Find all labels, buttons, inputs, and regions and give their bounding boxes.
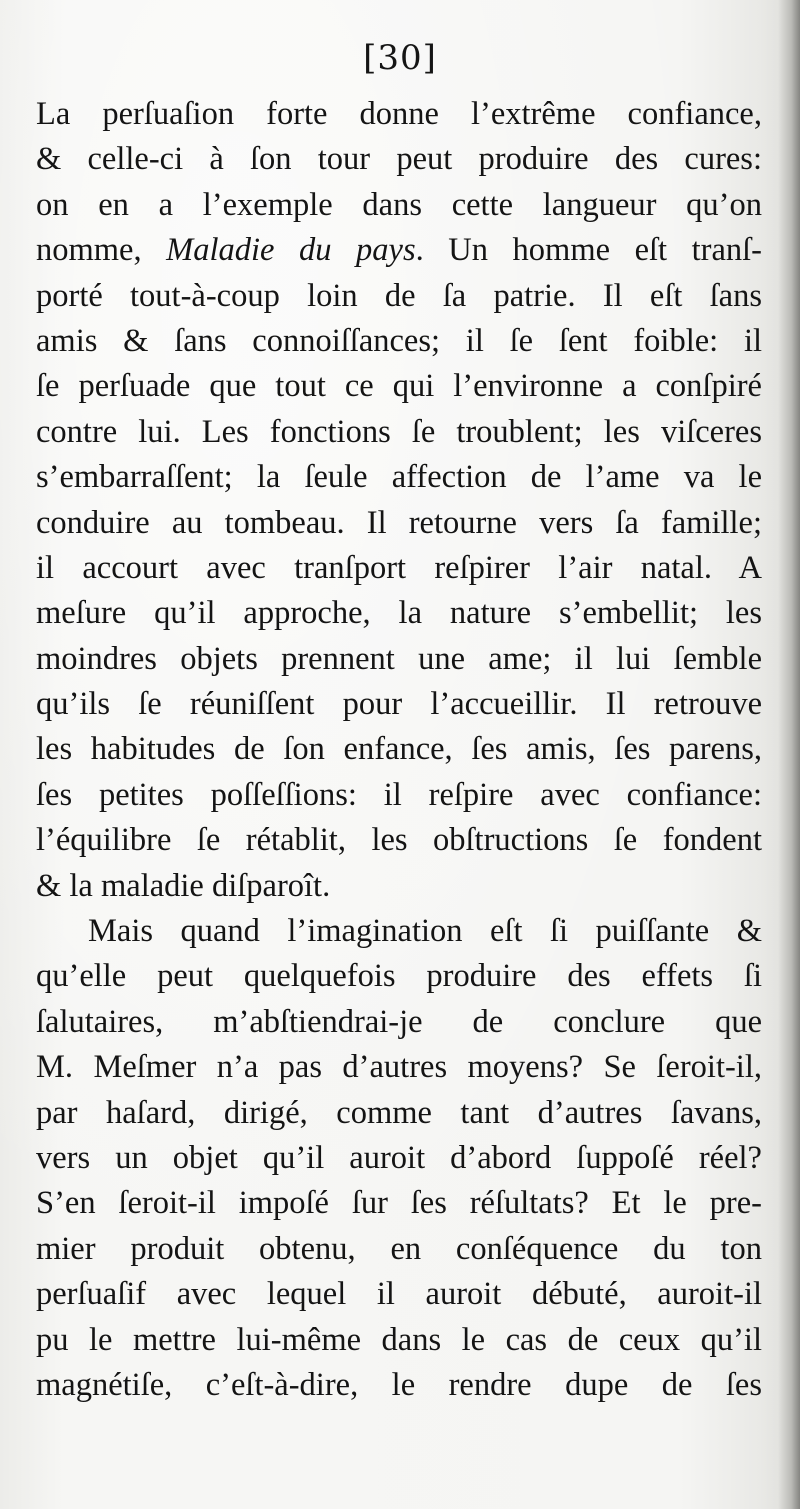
text-line [36, 1272, 762, 1317]
text-line [36, 1045, 762, 1090]
text-run: ſalutaires, m’abſtiendrai-je de conclure que [36, 1003, 762, 1040]
text-line [36, 410, 762, 455]
text-run: M. Meſmer n’a pas d’autres moyens? Se ſeroit-il, [36, 1049, 762, 1086]
text-run: s’embarraſſent; la ſeule affection de l’ame va le [36, 459, 762, 496]
text-run: meſure qu’il approche, la nature s’embellit; les [36, 595, 762, 632]
page-gutter-shadow [778, 0, 800, 1509]
text-run: on en a l’exemple dans cette langueur qu’on [36, 186, 762, 223]
text-run: l’équilibre ſe rétablit, les obſtructions ſe fondent [36, 822, 762, 859]
text-line [36, 682, 762, 727]
text-run: moindres objets prennent une ame; il lui ſemble [36, 640, 762, 677]
text-run: magnétiſe, c’eſt-à-dire, le rendre dupe de ſes [36, 1366, 762, 1403]
text-run: . Un homme eſt tranſ- [415, 232, 762, 269]
text-run: qu’ils ſe réuniſſent pour l’accueillir. Il retrouve [36, 686, 762, 723]
text-line [36, 1000, 762, 1045]
text-line [36, 1227, 762, 1272]
text-line [36, 546, 762, 591]
text-run: contre lui. Les fonctions ſe troublent; les viſceres [36, 413, 762, 450]
text-run: il accourt avec tranſport reſpirer l’air natal. A [36, 549, 762, 586]
page-number: [30] [363, 38, 437, 78]
text-line [36, 364, 762, 409]
text-line [36, 319, 762, 364]
text-line [36, 1181, 762, 1226]
body-text [36, 92, 762, 1408]
text-run: les habitudes de ſon enfance, ſes amis, ſes parens, [36, 731, 762, 768]
text-line [36, 1091, 762, 1136]
text-line [36, 727, 762, 772]
text-run: vers un objet qu’il auroit d’abord ſuppoſé réel? [36, 1139, 762, 1176]
text-line [36, 864, 762, 909]
text-run: pu le mettre lui-même dans le cas de ceux qu’il [36, 1321, 762, 1358]
text-run: & la maladie diſparoît. [36, 867, 331, 904]
text-line [36, 92, 762, 137]
text-line [36, 183, 762, 228]
text-line [36, 954, 762, 999]
text-line [36, 1363, 762, 1408]
text-line [36, 1136, 762, 1181]
text-line [36, 637, 762, 682]
text-run: ſe perſuade que tout ce qui l’environne a conſpiré [36, 368, 762, 405]
text-run: mier produit obtenu, en conſéquence du ton [36, 1230, 762, 1267]
italic-text: Maladie du pays [166, 232, 416, 269]
text-run: Mais quand l’imagination eſt ſi puiſſante & [88, 913, 762, 950]
paragraph [36, 909, 762, 1408]
text-run: ſes petites poſſeſſions: il reſpire avec confiance: [36, 776, 762, 813]
text-run: conduire au tombeau. Il retourne vers ſa famille; [36, 504, 762, 541]
text-line [36, 773, 762, 818]
text-run: qu’elle peut quelquefois produire des effets ſi [36, 958, 762, 995]
text-run: amis & ſans connoiſſances; il ſe ſent foible: il [36, 322, 762, 359]
text-line [36, 818, 762, 863]
text-line [36, 909, 762, 954]
text-run: & celle-ci à ſon tour peut produire des cures: [36, 141, 762, 178]
text-run: porté tout-à-coup loin de ſa patrie. Il eſt ſans [36, 277, 762, 314]
text-line [36, 1318, 762, 1363]
text-run: S’en ſeroit-il impoſé ſur ſes réſultats? Et le pre- [36, 1185, 762, 1222]
text-run: nomme, [36, 232, 167, 269]
text-line [36, 455, 762, 500]
text-line [36, 591, 762, 636]
text-line [36, 274, 762, 319]
text-line [36, 137, 762, 182]
text-run: La perſuaſion forte donne l’extrême confiance, [36, 96, 762, 132]
text-run: perſuaſif avec lequel il auroit débuté, auroit-il [36, 1276, 762, 1313]
text-line [36, 501, 762, 546]
paragraph [36, 92, 762, 909]
text-run: par haſard, dirigé, comme tant d’autres ſavans, [36, 1094, 762, 1131]
text-line [36, 228, 762, 273]
